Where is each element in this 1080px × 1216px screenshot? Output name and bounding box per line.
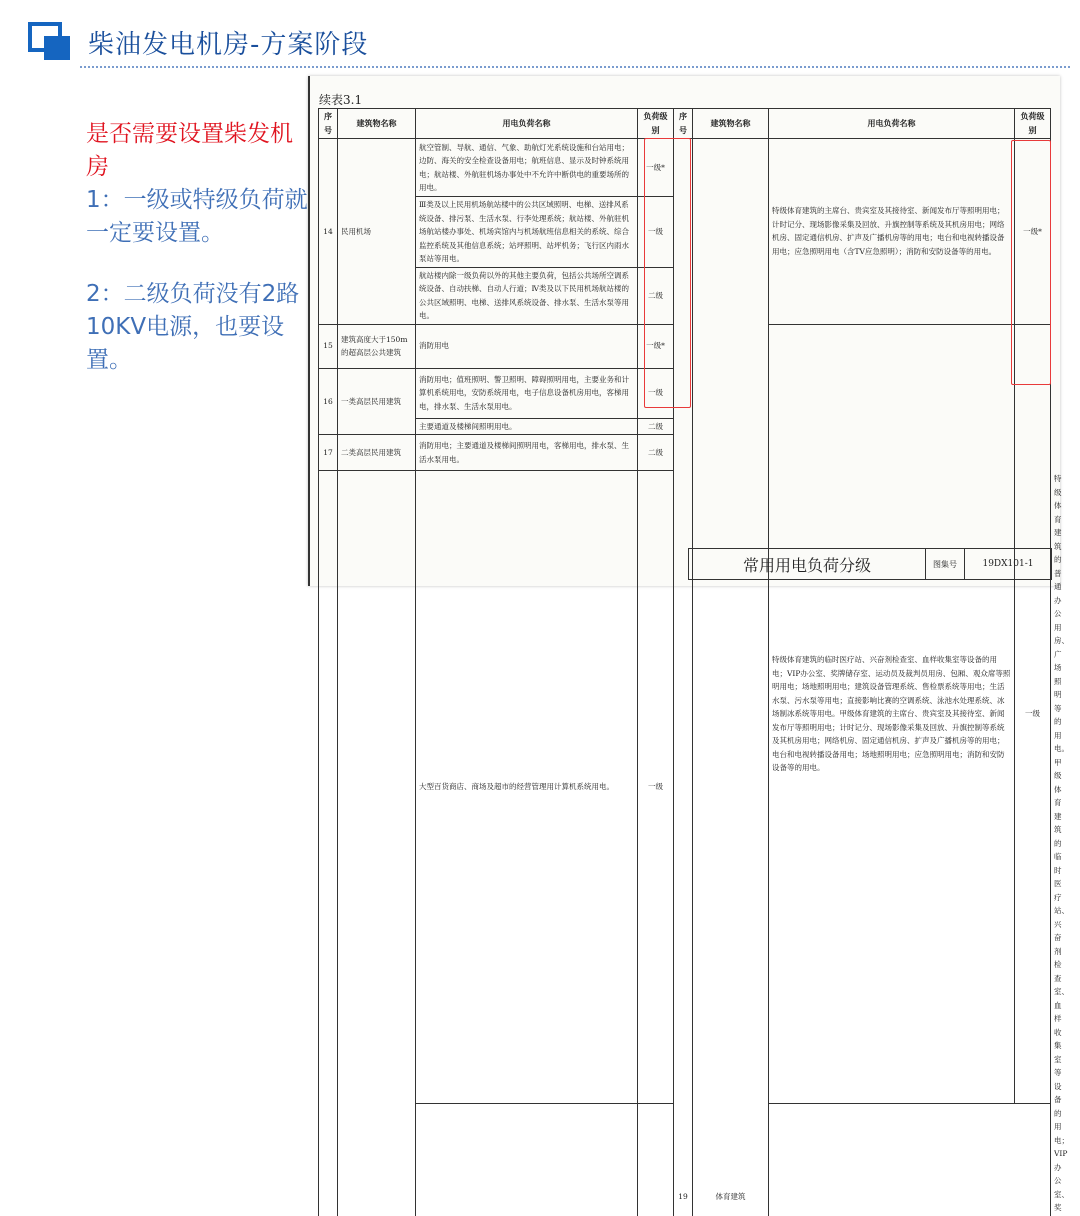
- header-level: 负荷级别: [638, 109, 674, 139]
- page-title: 柴油发电机房-方案阶段: [88, 24, 368, 61]
- row-16-load-2: 主要通道及楼梯间照明用电。: [416, 418, 638, 435]
- row-18-load-1: 大型百货商店、商场及超市的经营管理用计算机系统用电。: [416, 471, 638, 1104]
- row-14-level-2: 一级: [638, 197, 674, 268]
- table-row: 大型百货商店、商场及超市的经营管理用计算机系统用电。 一级 特级体育建筑的普通办公用房、广场照明等的用电。甲级体育建筑的临时医疗站、兴奋剂检查室、血样收集室等设备的用电；VIP办公室、奖: [319, 471, 1051, 1104]
- table-caption: 续表3.1: [319, 91, 362, 108]
- row-14-load-2: Ⅲ类及以上民用机场航站楼中的公共区域照明、电梯、送排风系统设备、排污泵、生活水泵、行李处理系统；航站楼、外航驻机场航站楼办事处、机场宾馆内与机场航班信息相关的系统、综合监控系统及其他信息系统；站坪照明、站坪机务；飞行区内雨水泵站等用电。: [416, 197, 638, 268]
- row-17-load: 消防用电；主要通道及楼梯间照明用电，客梯用电，排水泵、生活水泵用电。: [416, 435, 638, 471]
- row-14-level-3: 二级: [638, 267, 674, 324]
- row-14-level-1: 一级*: [638, 139, 674, 197]
- highlight-box-right: [1011, 140, 1051, 385]
- row-18-level-1: 一级: [638, 471, 674, 1104]
- header-no-right: 序号: [674, 109, 693, 139]
- row-14-building: 民用机场: [338, 139, 416, 325]
- document-image: [308, 76, 1060, 586]
- row-19-load-2: 特级体育建筑的临时医疗站、兴奋剂检查室、血样收集室等设备的用电；VIP办公室、奖牌储存室、运动员及裁判员用房、包厢、观众席等照明用电；场地照明用电；建筑设备管理系统、售检票系统等用电；生活水泵、污水泵等用电；直接影响比赛的空调系统、泳池水处理系统、冰场制冰系统等用电。甲级体育建筑的主席台、贵宾室及其接待室、新闻发布厅等照明用电；计时记分、现场影像采集及回放、升旗控制等系统及其机房用电；网络机房、固定通信机房、扩声及广播机房等的用电；电台和电视转播设备用电；场地照明用电；应急照明用电；消防和安防设备等的用电。: [769, 324, 1015, 1104]
- row-15-building: 建筑高度大于150m的超高层公共建筑: [338, 324, 416, 368]
- row-14-load-3: 航站楼内除一级负荷以外的其他主要负荷，包括公共场所空调系统设备、自动扶梯、自动人行道；Ⅳ类及以下民用机场航站楼的公共区域照明、电梯、送排风系统设备、排水泵、生活水泵等用电。: [416, 267, 638, 324]
- row-16-level-2: 二级: [638, 418, 674, 435]
- question-text: 是否需要设置柴发机房: [86, 118, 314, 184]
- row-14-load-1: 航空管制、导航、通信、气象、助航灯光系统设施和台站用电；边防、海关的安全检查设备用电；航班信息、显示及时钟系统用电；航站楼、外航驻机场办事处中不允许中断供电的重要场所的用电。: [416, 139, 638, 197]
- row-18-no: [319, 471, 338, 1216]
- atlas-label: 图集号: [926, 549, 965, 579]
- row-17-no: 17: [319, 435, 338, 471]
- row-19-level-1: 一级*: [1015, 139, 1051, 325]
- header-load-right: 用电负荷名称: [769, 109, 1015, 139]
- header-building: 建筑物名称: [338, 109, 416, 139]
- atlas-title: 常用用电负荷分级: [689, 549, 926, 579]
- header-no: 序号: [319, 109, 338, 139]
- row-15-load: 消防用电: [416, 324, 638, 368]
- highlight-box-left: [644, 138, 691, 408]
- left-panel: [86, 118, 314, 377]
- header-level-right: 负荷级别: [1015, 109, 1051, 139]
- row-18-level-2: [638, 1104, 674, 1216]
- header-load: 用电负荷名称: [416, 109, 638, 139]
- row-18-load-2: [416, 1104, 638, 1216]
- row-19-load-1: 特级体育建筑的主席台、贵宾室及其接待室、新闻发布厅等照明用电；计时记分、现场影像采集及回放、升旗控制等系统及其机房用电；网络机房、固定通信机房、扩声及广播机房等的用电；电台和电视转播设备用电；应急照明用电（含TV应急照明）；消防和安防设备等的用电。: [769, 139, 1015, 325]
- title-divider: [80, 66, 1070, 68]
- logo-icon: [28, 22, 74, 62]
- table-header-row: [319, 109, 1051, 139]
- point-1-text: 1：一级或特级负荷就一定要设置。: [86, 184, 314, 250]
- row-14-no: 14: [319, 139, 338, 325]
- row-19-level-2: 一级: [1015, 324, 1051, 1104]
- row-17-level: 二级: [638, 435, 674, 471]
- row-16-level-1: 一级: [638, 368, 674, 418]
- row-15-no: 15: [319, 324, 338, 368]
- title-block: [688, 548, 1052, 580]
- row-16-load-1: 消防用电；值班照明、警卫照明、障碍照明用电，主要业务和计算机系统用电，安防系统用电，电子信息设备机房用电，客梯用电，排水泵、生活水泵用电。: [416, 368, 638, 418]
- row-19-building: 体育建筑: [693, 139, 769, 1216]
- atlas-number: 19DX101-1: [965, 549, 1051, 579]
- row-17-building: 二类高层民用建筑: [338, 435, 416, 471]
- row-19-no: 19: [674, 139, 693, 1216]
- row-16-no: 16: [319, 368, 338, 435]
- header-building-right: 建筑物名称: [693, 109, 769, 139]
- page-edge-line: [308, 76, 310, 586]
- row-18-building: [338, 471, 416, 1216]
- row-15-level: 一级*: [638, 324, 674, 368]
- point-2-text: 2：二级负荷没有2路10KV电源，也要设置。: [86, 278, 314, 377]
- row-16-building: 一类高层民用建筑: [338, 368, 416, 435]
